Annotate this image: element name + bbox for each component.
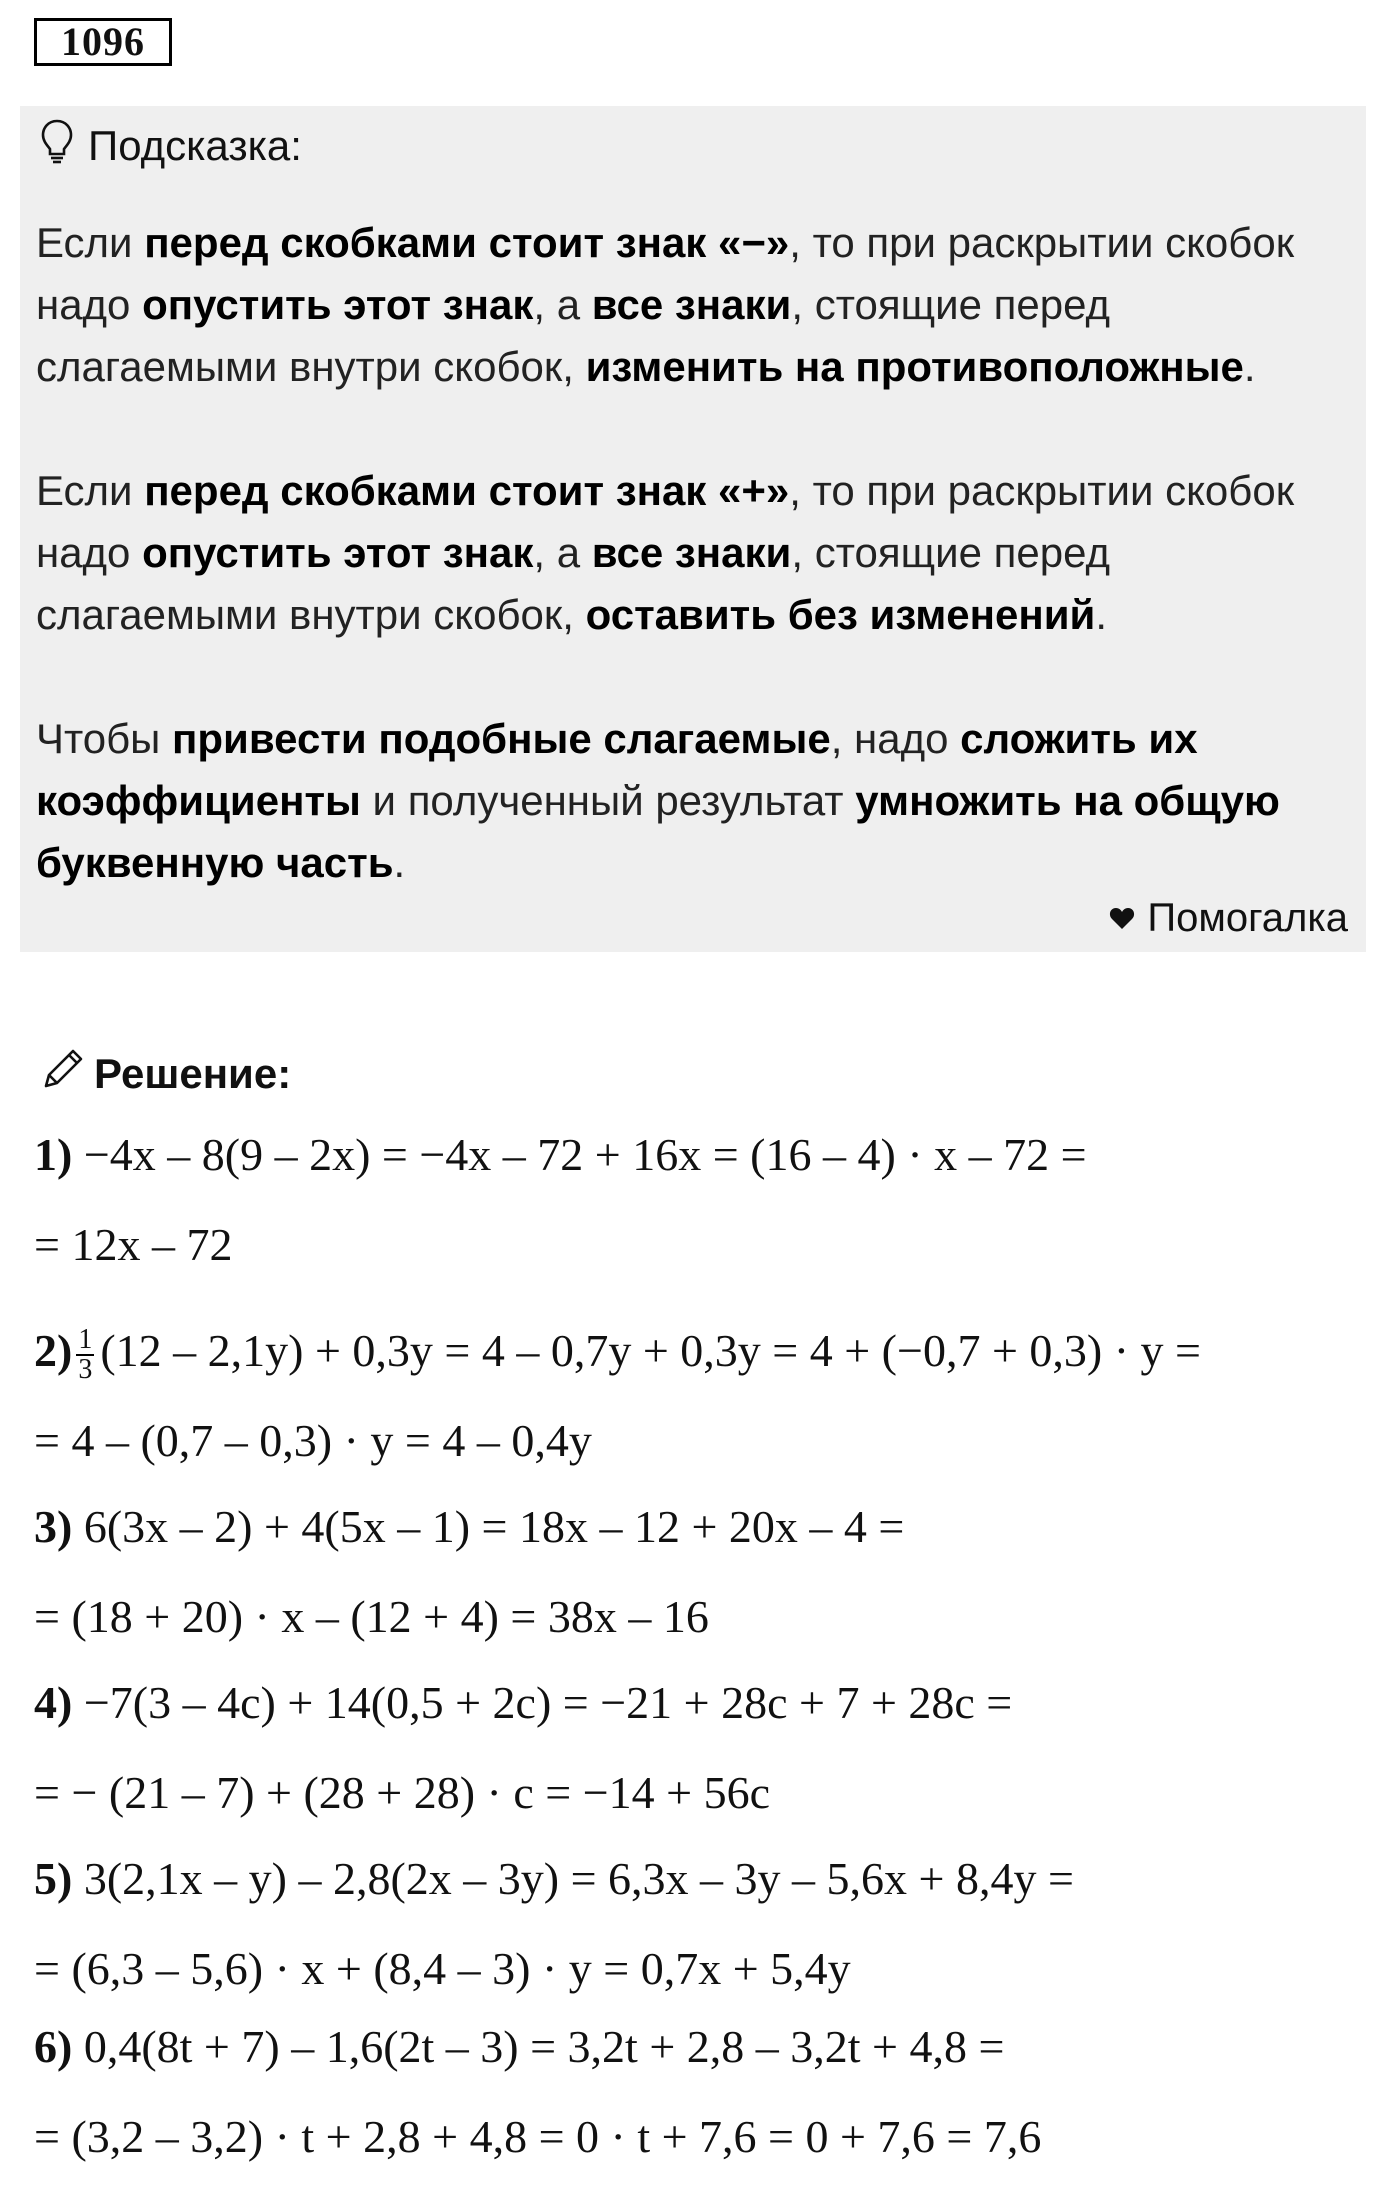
- solution-line: [34, 1676, 1012, 1729]
- solution-line: [34, 1590, 709, 1643]
- hint-emphasis: умножить на общую буквенную часть: [36, 777, 1280, 886]
- hint-paragraph-plus: [36, 460, 1346, 646]
- hint-emphasis: все знаки: [591, 281, 792, 328]
- equation-text: = 12x – 72: [34, 1219, 233, 1270]
- solution-line: [34, 1324, 1201, 1384]
- hint-emphasis: опустить этот знак: [142, 281, 534, 328]
- hint-emphasis: оставить без изменений: [585, 591, 1096, 638]
- solution-line: [34, 2020, 1004, 2073]
- credit-label: Помогалка: [1147, 896, 1348, 940]
- hint-emphasis: перед скобками стоит знак «−»: [144, 219, 790, 266]
- solution-title: Решение:: [94, 1050, 292, 1097]
- equation-text: = (3,2 – 3,2) · t + 2,8 + 4,8 = 0 · t + 7,6 = 0 + 7,6 = 7,6: [34, 2111, 1042, 2162]
- solution-line: [34, 1766, 770, 1819]
- item-number: 3): [34, 1501, 73, 1552]
- equation-text: = (18 + 20) · x – (12 + 4) = 38x – 16: [34, 1591, 709, 1642]
- hint-header: [40, 116, 302, 176]
- item-number: 1): [34, 1129, 73, 1180]
- equation-text: = (6,3 – 5,6) · x + (8,4 – 3) · y = 0,7x + 5,4y: [34, 1943, 851, 1994]
- hint-text: .: [1095, 591, 1108, 638]
- pencil-icon: [38, 1044, 88, 1104]
- hint-text: , то при раскрытии скобок надо: [36, 219, 1295, 328]
- heart-icon: [1109, 896, 1135, 941]
- hint-text: , надо: [830, 715, 961, 762]
- equation-text: = 4 – (0,7 – 0,3) · y = 4 – 0,4y: [34, 1415, 592, 1466]
- hint-title: Подсказка:: [88, 122, 302, 169]
- equation-text: (12 – 2,1y) + 0,3y = 4 – 0,7y + 0,3y = 4 + (−0,7 + 0,3) · y =: [100, 1325, 1201, 1376]
- hint-emphasis: опустить этот знак: [142, 529, 534, 576]
- item-number: 6): [34, 2021, 73, 2072]
- item-number: 2): [34, 1325, 73, 1376]
- hint-emphasis: все знаки: [591, 529, 792, 576]
- hint-text: и полученный результат: [360, 777, 856, 824]
- hint-text: Чтобы: [36, 715, 173, 762]
- hint-text: .: [1243, 343, 1256, 390]
- hint-text: , стоящие перед слагаемыми внутри скобок,: [36, 529, 1111, 638]
- item-number: 4): [34, 1677, 73, 1728]
- hint-text: Если: [36, 219, 145, 266]
- task-number: 1096: [34, 18, 172, 66]
- solution-line: [34, 1414, 592, 1467]
- equation-text: 6(3x – 2) + 4(5x – 1) = 18x – 12 + 20x – 4 =: [72, 1501, 905, 1552]
- equation-text: −4x – 8(9 – 2x) = −4x – 72 + 16x = (16 – 4) · x – 72 =: [72, 1129, 1087, 1180]
- solution-line: [34, 1218, 232, 1271]
- fraction-denominator: 3: [78, 1354, 93, 1386]
- fraction-numerator: 1: [78, 1324, 93, 1356]
- hint-text: , а: [533, 529, 592, 576]
- hint-emphasis: изменить на противоположные: [585, 343, 1244, 390]
- hint-emphasis: привести подобные слагаемые: [172, 715, 831, 762]
- equation-text: −7(3 – 4c) + 14(0,5 + 2c) = −21 + 28c + 7 + 28c =: [72, 1677, 1013, 1728]
- equation-text: 3(2,1x – y) – 2,8(2x – 3y) = 6,3x – 3y – 5,6x + 8,4y =: [72, 1853, 1074, 1904]
- solution-line: [34, 1128, 1087, 1181]
- item-number: 5): [34, 1853, 73, 1904]
- hint-text: , а: [533, 281, 592, 328]
- solution-line: [34, 1500, 904, 1553]
- hint-paragraph-like-terms: [36, 708, 1346, 894]
- hint-text: , стоящие перед слагаемыми внутри скобок,: [36, 281, 1111, 390]
- hint-text: , то при раскрытии скобок надо: [36, 467, 1295, 576]
- hint-text: .: [393, 839, 406, 886]
- hint-box: [20, 106, 1366, 952]
- solution-header: [38, 1044, 291, 1104]
- credit: [1109, 896, 1348, 941]
- equation-text: = − (21 – 7) + (28 + 28) · c = −14 + 56c: [34, 1767, 771, 1818]
- hint-emphasis: сложить их коэффициенты: [36, 715, 1198, 824]
- solution-line: [34, 1852, 1074, 1905]
- lightbulb-icon: [40, 118, 74, 174]
- solution-line: [34, 2110, 1041, 2163]
- equation-text: 0,4(8t + 7) – 1,6(2t – 3) = 3,2t + 2,8 – 3,2t + 4,8 =: [72, 2021, 1005, 2072]
- solution-line: [34, 1942, 851, 1995]
- hint-text: Если: [36, 467, 145, 514]
- hint-paragraph-minus: [36, 212, 1346, 398]
- hint-emphasis: перед скобками стоит знак «+»: [144, 467, 790, 514]
- fraction: [76, 1326, 94, 1384]
